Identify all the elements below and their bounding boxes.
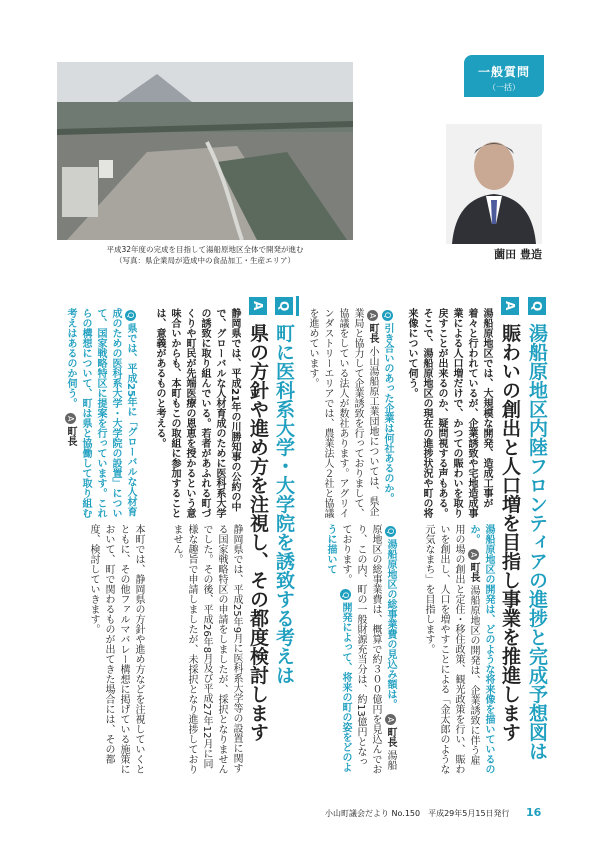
publication-footer: 小山町議会だより No.150 平成29年5月15日発行 — [325, 809, 510, 818]
q2-answer-2 — [52, 524, 146, 774]
a-chip-icon: A — [468, 549, 479, 560]
q2-intro-text: 静岡県では、平成21年の川勝知事の公約の中で、グローバルな人材育成のために医科系大学の誘致に取り組んでいる。若者があふれる町づくりや町民が先端医療の恩恵を授かるという意味合いからも、本町もこの取組に参加することは、意義があるものと考える。 — [154, 308, 240, 518]
q1-sub-question-3: 湯船原地区の開発は、どのような将来像を描いているのか。 — [468, 524, 494, 774]
photo-caption-line-2: （写真：県企業局が造成中の食品加工・生産エリア） — [115, 256, 295, 265]
questioner-name: 薗田 豊造 — [494, 248, 542, 261]
person-silhouette-icon — [446, 124, 542, 244]
q2-intro — [140, 308, 242, 518]
q1-answer-heading — [498, 294, 522, 774]
q1-role-2: 町長 — [385, 727, 396, 748]
q2-question-text: 町に医科系大学・大学院を誘致する考えは — [273, 323, 295, 685]
q-badge: Q — [275, 297, 293, 315]
questioner-portrait — [446, 124, 542, 244]
section-tag-title: 一般質問 — [477, 65, 530, 79]
photo-caption-line-1: 平成32年度の完成を目指して湯船原地区全体で開発が進む — [106, 245, 304, 254]
a-chip-icon: A — [385, 714, 396, 725]
q1-sub-3 — [400, 524, 496, 774]
q1-answer-1: 小山湯船原工業団地については、県企業局と協力して企業誘致を行っておりまして、協議をしている法人が数社あります。アグリインダストリーエリアでは、農業法人２社と協議を進めています。 — [307, 308, 378, 518]
q-chip-icon: Q — [340, 589, 351, 600]
q-chip-icon: Q — [385, 526, 396, 537]
q2-answer-heading — [246, 294, 270, 774]
q1-intro — [398, 308, 494, 518]
q1-intro-text: 湯船原地区では、大規模な開発、造成工事が着々と行われているが、企業誘致や宅地造成事業による人口増だけで、かつての賑わいを取り戻すことが出来るのか、疑問視する声もある。 — [436, 308, 492, 518]
q1-question-heading — [525, 294, 549, 774]
q2-answer-1-text: 静岡県では、平成25年9月に医科系大学等の設置に関する国家戦略特区の申請をしましたが、採択となりませんでした。その後、平成26年8月及び平成27年12月に同様な趣旨で申請しましたが、未採択となり進捗しておりません。 — [171, 524, 242, 774]
q1-role-3: 町長 — [468, 562, 479, 583]
q2-accent-bar — [296, 296, 299, 316]
q2-answer-1 — [150, 524, 244, 774]
a-chip-icon: A — [65, 413, 76, 424]
q1-role-1: 町長 — [367, 323, 378, 343]
q1-answer-text: 賑わいの創出と人口増を目指し事業を推進します — [499, 323, 521, 742]
section-tag — [464, 55, 544, 97]
q-chip-icon: Q — [125, 310, 136, 321]
a-badge: A — [249, 297, 267, 315]
aerial-photo — [57, 62, 353, 240]
q1-sub-question-1: 引き合いのあった企業は何社あるのか。 — [382, 323, 393, 503]
photo-caption — [57, 244, 353, 266]
q1-answer-3: 湯船原地区の開発は、企業誘致に伴う雇用の場の創出と定住・移住政策、観光政策を行い、賑わいを創出し、人口を増やすことによる「金太郎のような元気なまち」を目指します。 — [423, 524, 479, 774]
page-number: 16 — [526, 806, 542, 819]
q1-intro-text-2: そこで、湯船原地区の現在の進捗状況や町の将来像について伺う。 — [406, 308, 432, 518]
q-chip-icon: Q — [382, 310, 393, 321]
q1-sub-1 — [303, 308, 395, 518]
q2-role-1: 町長 — [65, 426, 76, 447]
a-chip-icon: A — [367, 310, 378, 321]
q1-question-text: 湯船原地区内陸フロンティアの進捗と完成予想図は — [526, 323, 548, 761]
q1-sub-question-2: 湯船原地区の総事業費の見込み額は。 — [385, 539, 396, 709]
section-tag-subtitle: （一括） — [488, 83, 520, 92]
q1-answer-2: 湯船原地区の総事業費は、概算で約３００億円を見込んでおり、この内、町の一般財源充当分は、約13億円となっております。 — [340, 524, 396, 774]
aerial-photo-illustration — [57, 62, 353, 240]
q2-answer-2-text: 本町では、静岡県の方針や進め方などを注視していくとともに、その他ファルマバレー構想に掲げている施策において、町で関わるものが出てきた場合には、その都度、検討していきます。 — [88, 524, 144, 774]
q1-sub-question-4: 開発によって、将来の町の姿をどのように描いて — [325, 524, 351, 773]
q2-answer-text: 県の方針や進め方を注視し、その都度検討します — [247, 323, 269, 742]
q2-question-heading — [272, 294, 296, 774]
q-badge: Q — [528, 297, 546, 315]
q2-sub-1 — [52, 308, 138, 518]
a-badge: A — [501, 297, 519, 315]
q2-sub-question-1: 県では、平成25年に「グローバルな人材育成のための医科系大学・大学院の設置」について、国家戦略特区に提案を行っています。これらの構想について、町は県と協働して取り組む考えはあるのか伺う。 — [65, 308, 136, 518]
q1-sub-2 — [306, 524, 398, 774]
